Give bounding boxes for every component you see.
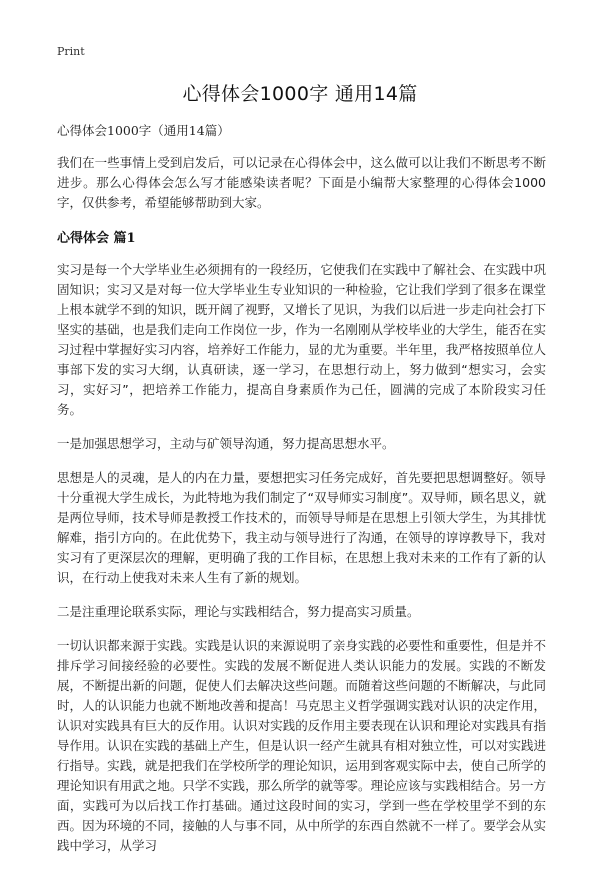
- page-title: 心得体会1000字 通用14篇: [182, 83, 418, 105]
- print-link[interactable]: Print: [57, 45, 85, 58]
- section-heading: 心得体会 篇1: [57, 231, 136, 246]
- body-paragraph-2: 思想是人的灵魂，是人的内在力量，要想把实习任务完成好，首先要把思想调整好。领导十分重视大学生成长，为此特地为我们制定了“双导师实习制度”。双导师，顾名思义，就是两位导师，技术导师是教授工作技术的，而领导导师是在思想上引领大学生，为其排忧解难，指引方向的。在此优势下，我主动与领导进行了沟通，在领导的谆谆教导下，我对实习有了更深层次的理解，更明确了我的工作目标，在思想上我对未来的工作有了新的认识，在行动上使我对未来人生有了新的规划。: [57, 470, 546, 585]
- body-paragraph-1: 实习是每一个大学毕业生必须拥有的一段经历，它使我们在实践中了解社会、在实践中巩固知识；实习又是对每一位大学毕业生专业知识的一种检验，它让我们学到了很多在课堂上根本就学不到的知识，既开阔了视野，又增长了见识，为我们以后进一步走向社会打下坚实的基础，也是我们走向工作岗位一步，作为一名刚刚从学校毕业的大学生，能否在实习过程中掌握好实习内容，培养好工作能力，显的尤为重要。半年里，我严格按照单位人事部下发的实习大纲，认真研读，逐一学习，在思想行动上，努力做到“想实习，会实习，实好习”，把培养工作能力，提高自身素质作为己任，圆满的完成了本阶段实习任务。: [57, 262, 546, 417]
- document-body: [57, 121, 546, 870]
- point-heading-1: 一是加强思想学习，主动与矿领导沟通，努力提高思想水平。: [57, 436, 395, 451]
- document-subtitle: 心得体会1000字（通用14篇）: [57, 123, 230, 138]
- point-heading-2: 二是注重理论联系实际，理论与实践相结合，努力提高实习质量。: [57, 604, 420, 619]
- body-paragraph-3: 一切认识都来源于实践。实践是认识的来源说明了亲身实践的必要性和重要性，但是并不排斥学习间接经验的必要性。实践的发展不断促进人类认识能力的发展。实践的不断发展，不断提出新的问题，促使人们去解决这些问题。而随着这些问题的不断解决，与此同时，人的认识能力也就不断地改善和提高！马克思主义哲学强调实践对认识的决定作用，认识对实践具有巨大的反作用。认识对实践的反作用主要表现在认识和理论对实践具有指导作用。认识在实践的基础上产生，但是认识一经产生就具有相对独立性，可以对实践进行指导。实践，就是把我们在学校所学的理论知识，运用到客观实际中去，使自己所学的理论知识有用武之地。只学不实践，那么所学的就等零。理论应该与实践相结合。另一方面，实践可为以后找工作打基础。通过这段时间的实习，学到一些在学校里学不到的东西。因为环境的不同，接触的人与事不同，从中所学的东西自然就不一样了。要学会从实践中学习，从学习: [57, 638, 546, 853]
- intro-paragraph: 我们在一些事情上受到启发后，可以记录在心得体会中，这么做可以让我们不断思考不断进步。那么心得体会怎么写才能感染读者呢？下面是小编帮大家整理的心得体会1000字，仅供参考，希望能够帮助到大家。: [57, 155, 546, 210]
